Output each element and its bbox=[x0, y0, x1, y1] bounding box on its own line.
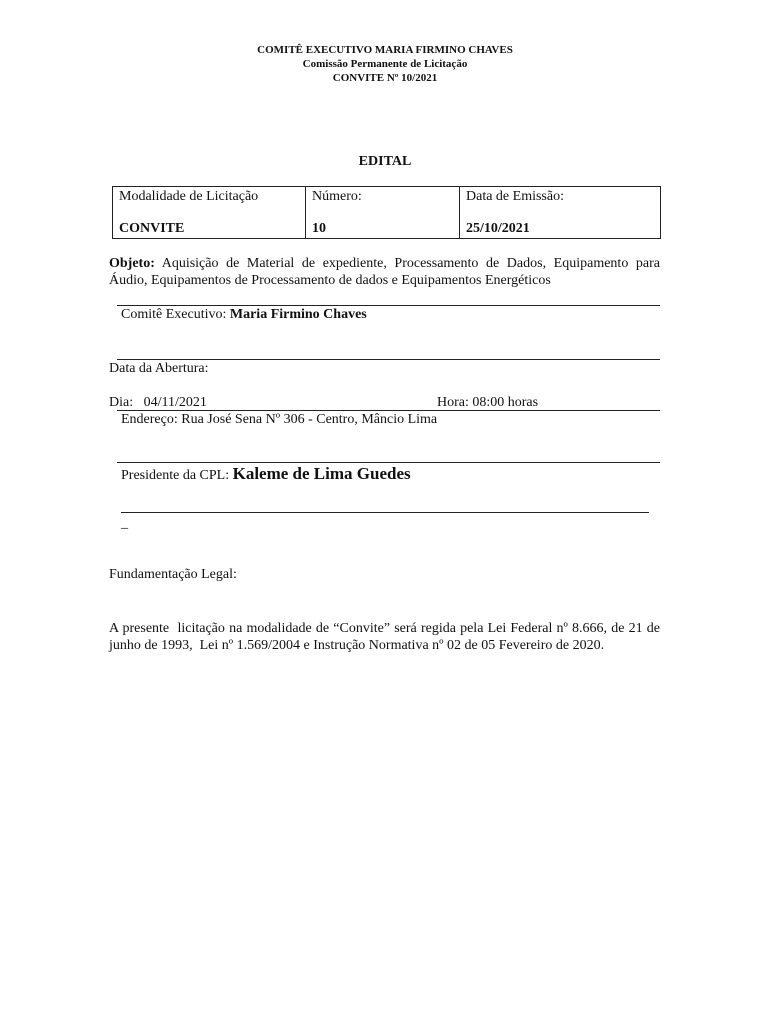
emissao-value: 25/10/2021 bbox=[466, 221, 530, 236]
fundamentacao-text: A presente licitação na modalidade de “Convite” será regida pela Lei Federal nº 8.666, de 21 de junho de 1993, Lei nº 1.569/2004 e Instrução Normativa nº 02 de 05 Fevereiro de 2020. bbox=[109, 621, 664, 653]
modalidade-cell bbox=[113, 187, 306, 239]
abertura-label: Data da Abertura: bbox=[109, 361, 209, 376]
objeto-label: Objeto: bbox=[109, 256, 155, 271]
presidente-line bbox=[121, 464, 411, 484]
commission-name: Comissão Permanente de Licitação bbox=[302, 58, 468, 70]
info-table bbox=[112, 186, 661, 239]
fundamentacao-label: Fundamentação Legal: bbox=[109, 567, 237, 582]
numero-label: Número: bbox=[312, 189, 362, 204]
presidente-label: Presidente da CPL: bbox=[121, 468, 230, 483]
emissao-label: Data de Emissão: bbox=[466, 189, 564, 204]
signature-dash: _ bbox=[121, 516, 128, 531]
document-title: EDITAL bbox=[358, 154, 412, 169]
org-name: COMITÊ EXECUTIVO MARIA FIRMINO CHAVES bbox=[257, 44, 513, 56]
presidente-value: Kaleme de Lima Guedes bbox=[232, 464, 411, 483]
divider bbox=[117, 305, 660, 306]
objeto-text: Aquisição de Material de expediente, Processamento de Dados, Equipamento para Áudio, Equipamentos de Processamento de dados e Equipamentos Energéticos bbox=[109, 256, 661, 288]
divider bbox=[117, 410, 660, 411]
signature-line bbox=[121, 512, 649, 513]
comite-value: Maria Firmino Chaves bbox=[229, 307, 367, 322]
comite-label: Comitê Executivo: bbox=[121, 307, 227, 322]
abertura-endereco: Endereço: Rua José Sena Nº 306 - Centro, Mâncio Lima bbox=[121, 412, 438, 427]
objeto-paragraph bbox=[109, 255, 660, 289]
numero-cell bbox=[306, 187, 460, 239]
numero-value: 10 bbox=[312, 221, 326, 236]
divider bbox=[117, 359, 660, 360]
emissao-cell bbox=[460, 187, 661, 239]
comite-line bbox=[121, 307, 367, 323]
divider bbox=[117, 462, 660, 463]
modalidade-label: Modalidade de Licitação bbox=[119, 189, 259, 204]
invitation-number: CONVITE Nº 10/2021 bbox=[332, 72, 438, 84]
abertura-hora: Hora: 08:00 horas bbox=[437, 395, 539, 410]
modalidade-value: CONVITE bbox=[119, 221, 185, 236]
abertura-dia: Dia: 04/11/2021 bbox=[109, 395, 207, 410]
